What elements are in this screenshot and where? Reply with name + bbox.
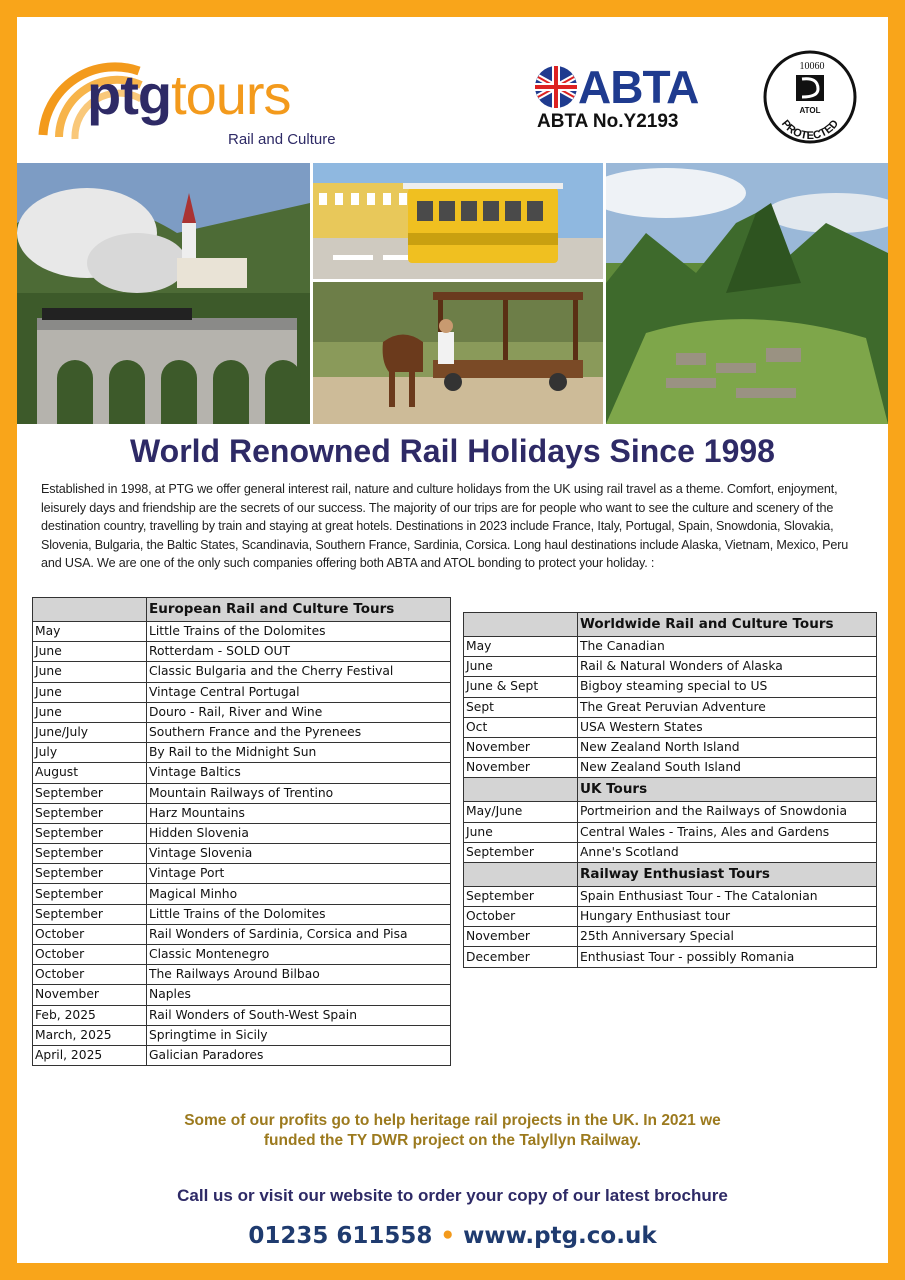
table-row — [33, 823, 451, 843]
tour-name: The Great Peruvian Adventure — [578, 697, 877, 717]
tour-month: November — [464, 737, 578, 757]
tour-month: September — [33, 884, 147, 904]
atol-status: PROTECTED — [778, 117, 842, 143]
worldwide-tours-table — [463, 612, 877, 968]
tour-name: 25th Anniversary Special — [578, 927, 877, 947]
section-title: Railway Enthusiast Tours — [578, 862, 877, 886]
atol-label: ATOL — [799, 106, 821, 115]
tour-name: Douro - Rail, River and Wine — [147, 702, 451, 722]
table-row — [33, 1005, 451, 1025]
intro-paragraph: Established in 1998, at PTG we offer general interest rail, nature and culture holidays from the UK using rail travel as a theme. Comfort, enjoyment, leisurely days and friendship are the secrets of our success. The majority of our trips are for people who want to see the culture and scenery of the destination country, travelling by train and staying at great hotels. Destinations in 2023 include France, Italy, Portugal, Spain, Snowdonia, Slovakia, Slovenia, Bulgaria, the Baltic States, Scandinavia, Southern France, Sardinia, Corsica. Long haul destinations include Alaska, Vietnam, Mexico, Peru and USA. We are one of the only such companies offering both ABTA and ATOL bonding to protect your holiday. : — [41, 482, 849, 570]
header-blank-cell — [33, 598, 147, 622]
tour-month: April, 2025 — [33, 1045, 147, 1065]
tour-name: By Rail to the Midnight Sun — [147, 743, 451, 763]
call-to-action: Call us or visit our website to order your copy of our latest brochure — [177, 1186, 728, 1205]
table-row — [33, 844, 451, 864]
abta-wordmark: ABTA — [578, 61, 699, 113]
table-row — [33, 904, 451, 924]
tour-name: Enthusiast Tour - possibly Romania — [578, 947, 877, 967]
table-row — [33, 924, 451, 944]
table-row — [464, 697, 877, 717]
tour-month: September — [33, 904, 147, 924]
atol-protected-badge-icon — [762, 49, 858, 145]
tour-month: August — [33, 763, 147, 783]
tour-name: Hidden Slovenia — [147, 823, 451, 843]
tour-month: Feb, 2025 — [33, 1005, 147, 1025]
table-section-header — [464, 862, 877, 886]
tour-name: New Zealand North Island — [578, 737, 877, 757]
atol-number: 10060 — [799, 61, 825, 72]
tour-name: Portmeirion and the Railways of Snowdonia — [578, 802, 877, 822]
table-row — [464, 822, 877, 842]
tour-name: Galician Paradores — [147, 1045, 451, 1065]
tour-month: October — [33, 945, 147, 965]
tour-month: June/July — [33, 722, 147, 742]
tour-name: The Canadian — [578, 637, 877, 657]
tour-name: Spain Enthusiast Tour - The Catalonian — [578, 886, 877, 906]
separator-dot: • — [440, 1223, 456, 1249]
profits-line-2: funded the TY DWR project on the Talyllyn Railway. — [263, 1132, 642, 1149]
table-row — [464, 886, 877, 906]
tour-month: June — [33, 702, 147, 722]
table-row — [464, 842, 877, 862]
tour-name: Magical Minho — [147, 884, 451, 904]
table-row — [464, 717, 877, 737]
european-tours-table — [32, 597, 451, 1066]
table-row — [33, 622, 451, 642]
table-row — [464, 737, 877, 757]
table-row — [33, 884, 451, 904]
tour-name: Southern France and the Pyrenees — [147, 722, 451, 742]
tour-name: Little Trains of the Dolomites — [147, 904, 451, 924]
header-blank-cell — [464, 613, 578, 637]
tour-name: Harz Mountains — [147, 803, 451, 823]
tour-month: October — [33, 965, 147, 985]
phone-number[interactable]: 01235 611558 — [248, 1223, 433, 1249]
tour-month: May — [33, 622, 147, 642]
tour-month: June — [464, 657, 578, 677]
brand-wordmark — [87, 63, 291, 126]
table-row — [464, 657, 877, 677]
table-row — [33, 1045, 451, 1065]
tour-month: July — [33, 743, 147, 763]
table-row — [33, 702, 451, 722]
tour-name: Vintage Central Portugal — [147, 682, 451, 702]
table-row — [33, 1025, 451, 1045]
table-row — [33, 763, 451, 783]
profits-line-1: Some of our profits go to help heritage rail projects in the UK. In 2021 we — [184, 1112, 721, 1129]
tour-month: September — [33, 864, 147, 884]
tour-month: June — [464, 822, 578, 842]
table-row — [33, 722, 451, 742]
tour-month: Oct — [464, 717, 578, 737]
table-row — [33, 965, 451, 985]
tour-month: November — [464, 927, 578, 947]
flyer-page — [17, 17, 888, 1263]
table-row — [464, 907, 877, 927]
tour-name: Central Wales - Trains, Ales and Gardens — [578, 822, 877, 842]
tour-name: Springtime in Sicily — [147, 1025, 451, 1045]
table-row — [33, 682, 451, 702]
brand-name-part2: tours — [171, 63, 291, 126]
tour-month: September — [464, 842, 578, 862]
tour-name: Naples — [147, 985, 451, 1005]
table-row — [464, 677, 877, 697]
tour-month: June — [33, 662, 147, 682]
header-blank-cell — [464, 862, 578, 886]
tour-name: The Railways Around Bilbao — [147, 965, 451, 985]
tour-name: Rail Wonders of South-West Spain — [147, 1005, 451, 1025]
tour-name: Rail Wonders of Sardinia, Corsica and Pisa — [147, 924, 451, 944]
tour-month: March, 2025 — [33, 1025, 147, 1045]
tour-name: New Zealand South Island — [578, 758, 877, 778]
tour-month: May — [464, 637, 578, 657]
tour-month: June — [33, 642, 147, 662]
section-title: UK Tours — [578, 778, 877, 802]
photo-horse-drawn-tram — [313, 282, 603, 424]
abta-logo — [534, 62, 698, 112]
table-section-header — [33, 598, 451, 622]
tour-month: June — [33, 682, 147, 702]
tour-month: November — [464, 758, 578, 778]
table-row — [33, 945, 451, 965]
header-blank-cell — [464, 778, 578, 802]
tour-name: Mountain Railways of Trentino — [147, 783, 451, 803]
tour-name: Vintage Port — [147, 864, 451, 884]
tour-name: Bigboy steaming special to US — [578, 677, 877, 697]
tour-name: Rotterdam - SOLD OUT — [147, 642, 451, 662]
tour-name: USA Western States — [578, 717, 877, 737]
tour-month: September — [33, 803, 147, 823]
tour-month: September — [464, 886, 578, 906]
table-row — [464, 927, 877, 947]
tour-month: October — [464, 907, 578, 927]
table-section-header — [464, 613, 877, 637]
tour-month: December — [464, 947, 578, 967]
table-row — [33, 743, 451, 763]
table-row — [33, 783, 451, 803]
tour-name: Little Trains of the Dolomites — [147, 622, 451, 642]
tour-name: Classic Montenegro — [147, 945, 451, 965]
website-link[interactable]: www.ptg.co.uk — [463, 1223, 657, 1249]
tour-month: October — [33, 924, 147, 944]
page-heading: World Renowned Rail Holidays Since 1998 — [130, 433, 775, 469]
tour-name: Vintage Slovenia — [147, 844, 451, 864]
table-row — [464, 758, 877, 778]
tour-month: May/June — [464, 802, 578, 822]
tour-month: June & Sept — [464, 677, 578, 697]
tour-name: Rail & Natural Wonders of Alaska — [578, 657, 877, 677]
photo-steam-train-viaduct — [17, 163, 310, 424]
table-row — [464, 802, 877, 822]
table-row — [464, 947, 877, 967]
table-row — [33, 662, 451, 682]
contact-line — [17, 1223, 888, 1249]
photo-lisbon-tram — [313, 163, 603, 279]
tour-month: September — [33, 823, 147, 843]
table-row — [33, 985, 451, 1005]
tour-month: September — [33, 783, 147, 803]
profits-note — [17, 1111, 888, 1151]
table-row — [33, 864, 451, 884]
table-row — [33, 642, 451, 662]
tour-name: Classic Bulgaria and the Cherry Festival — [147, 662, 451, 682]
table-section-header — [464, 778, 877, 802]
section-title: European Rail and Culture Tours — [147, 598, 451, 622]
tour-month: September — [33, 844, 147, 864]
brand-name-part1: ptg — [87, 63, 172, 126]
tour-name: Hungary Enthusiast tour — [578, 907, 877, 927]
tour-name: Anne's Scotland — [578, 842, 877, 862]
table-row — [464, 637, 877, 657]
brand-tagline: Rail and Culture — [228, 131, 336, 148]
tour-month: Sept — [464, 697, 578, 717]
table-row — [33, 803, 451, 823]
photo-machu-picchu — [606, 163, 888, 424]
section-title: Worldwide Rail and Culture Tours — [578, 613, 877, 637]
union-flag-globe-icon — [534, 65, 578, 109]
tour-month: November — [33, 985, 147, 1005]
tour-name: Vintage Baltics — [147, 763, 451, 783]
abta-number: ABTA No.Y2193 — [537, 111, 679, 132]
